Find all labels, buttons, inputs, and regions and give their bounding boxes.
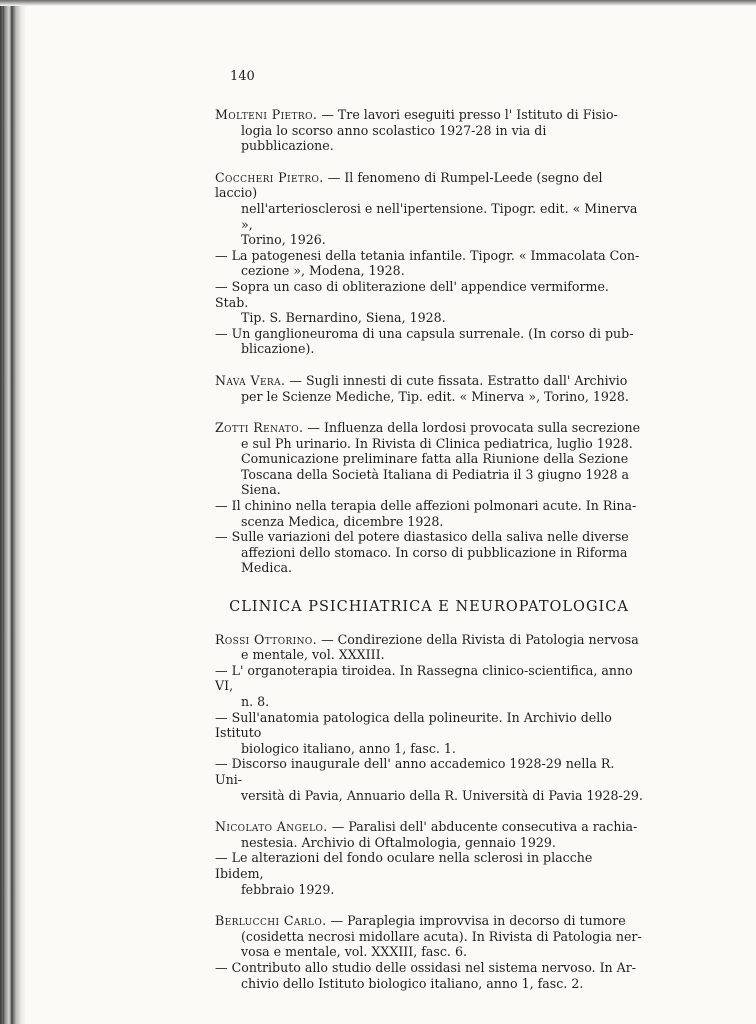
bibliography-entry [215, 819, 643, 897]
spine-line [3, 0, 4, 1024]
sub-entry-continuation-line: affezioni dello stomaco. In corso di pubblicazione in Riforma [241, 544, 628, 560]
page-number: 140 [230, 69, 255, 84]
bibliography-entry [215, 420, 643, 576]
entry-continuation-line: nestesia. Archivio di Oftalmologia, gennaio 1929. [241, 834, 556, 850]
sub-entry-continuation-line: Medica. [241, 560, 293, 576]
sub-entry-continuation-line: chivio dello Istituto biologico italiano, anno 1, fasc. 2. [241, 975, 584, 991]
entry-text: — Paralisi dell' abducente consecutiva a rachia- [331, 819, 638, 835]
author-name: Molteni Pietro. [215, 107, 318, 122]
entry-continuation-line: e sul Ph urinario. In Rivista di Clinica pediatrica, luglio 1928. [241, 435, 633, 451]
entry-text: — Paraplegia improvvisa in decorso di tumore [330, 913, 626, 929]
bibliography-entry [215, 170, 643, 357]
author-name: Nava Vera. [215, 372, 286, 388]
entry-text: — Influenza della lordosi provocata sulla secrezione [307, 420, 641, 436]
sub-entry-first-line: — La patogenesi della tetania infantile. Tipogr. « Immacolata Con- [215, 247, 640, 263]
sub-entry-continuation-line: Tip. S. Bernardino, Siena, 1928. [241, 310, 446, 326]
page-top-edge [0, 0, 756, 6]
entry-text: — Tre lavori eseguiti presso l' Istituto di Fisio- [321, 107, 618, 122]
sub-entry-first-line: — Sull'anatomia patologica della polineurite. In Archivio dello Istituto [215, 709, 612, 741]
bibliography-entry [215, 632, 643, 804]
bibliography [215, 107, 643, 1007]
entry-first-line [215, 913, 643, 929]
entry-first-line [215, 819, 643, 835]
entry-continuation-line: Torino, 1926. [241, 232, 326, 248]
entry-first-line [215, 107, 643, 123]
sub-entry-first-line: — Le alterazioni del fondo oculare nella sclerosi in placche Ibidem, [215, 850, 593, 881]
sub-entry-continuation-line: febbraio 1929. [241, 881, 335, 897]
entry-continuation-line: Comunicazione preliminare fatta alla Riunione della Sezione [241, 451, 629, 467]
sub-entry-first-line: — L' organoterapia tiroidea. In Rassegna clinico-scientifica, anno VI, [215, 662, 633, 694]
sub-entry-continuation-line: versità di Pavia, Annuario della R. Università di Pavia 1928-29. [241, 787, 643, 803]
entry-first-line [215, 420, 643, 436]
entry-first-line [215, 632, 643, 648]
author-name: Coccheri Pietro. [215, 169, 324, 185]
sub-entry-continuation-line: n. 8. [241, 694, 270, 709]
sub-entry-continuation-line: blicazione). [241, 341, 315, 357]
bibliography-entry [215, 913, 643, 991]
section-heading: CLINICA PSICHIATRICA E NEUROPATOLOGICA [229, 599, 629, 616]
entry-continuation-line: e mentale, vol. XXXIII. [241, 647, 385, 663]
entry-first-line [215, 373, 643, 389]
entry-continuation-line: (cosidetta necrosi midollare acuta). In Rivista di Patologia ner- [241, 928, 642, 944]
sub-entry-first-line: — Sulle variazioni del potere diastasico della saliva nelle diverse [215, 529, 629, 545]
entry-continuation-line: vosa e mentale, vol. XXXIII, fasc. 6. [241, 944, 467, 960]
entry-first-line [215, 170, 643, 201]
sub-entry-first-line: — Sopra un caso di obliterazione dell' appendice vermiforme. Stab. [215, 278, 609, 310]
sub-entry-continuation-line: biologico italiano, anno 1, fasc. 1. [241, 740, 456, 756]
sub-entry-continuation-line: scenza Medica, dicembre 1928. [241, 513, 444, 529]
entry-continuation-line: nell'arteriosclerosi e nell'ipertensione. Tipogr. edit. « Minerva », [241, 200, 638, 232]
bibliography-entry [215, 373, 643, 404]
spine-line [11, 0, 12, 1024]
entry-continuation-line: per le Scienze Mediche, Tip. edit. « Minerva », Torino, 1928. [241, 388, 629, 404]
entry-text: — Sugli innesti di cute fissata. Estratto dall' Archivio [289, 372, 628, 388]
entries-list-b [215, 632, 643, 991]
sub-entry-first-line: — Un ganglioneuroma di una capsula surrenale. (In corso di pub- [215, 325, 634, 341]
sub-entry-first-line: — Contributo allo studio delle ossidasi nel sistema nervoso. In Ar- [215, 959, 637, 975]
sub-entry-first-line: — Discorso inaugurale dell' anno accademico 1928-29 nella R. Uni- [215, 756, 615, 787]
entries-list-a [215, 107, 643, 576]
sub-entry-continuation-line: cezione », Modena, 1928. [241, 263, 405, 279]
sub-entry-first-line: — Il chinino nella terapia delle affezioni polmonari acute. In Rina- [215, 498, 637, 514]
bibliography-entry [215, 107, 643, 154]
entry-text: — Il fenomeno di Rumpel-Leede (segno del laccio) [215, 169, 603, 201]
author-name: Rossi Ottorino. [215, 631, 318, 647]
author-name: Zotti Renato. [215, 420, 304, 436]
entry-continuation-line: logia lo scorso anno scolastico 1927-28 in via di pubblicazione. [241, 122, 547, 154]
entry-continuation-line: Toscana della Società Italiana di Pediatria il 3 giugno 1928 a [241, 466, 630, 482]
author-name: Berlucchi Carlo. [215, 913, 327, 929]
author-name: Nicolato Angelo. [215, 819, 328, 835]
entry-continuation-line: Siena. [241, 482, 281, 498]
entry-text: — Condirezione della Rivista di Patologia nervosa [321, 631, 639, 647]
